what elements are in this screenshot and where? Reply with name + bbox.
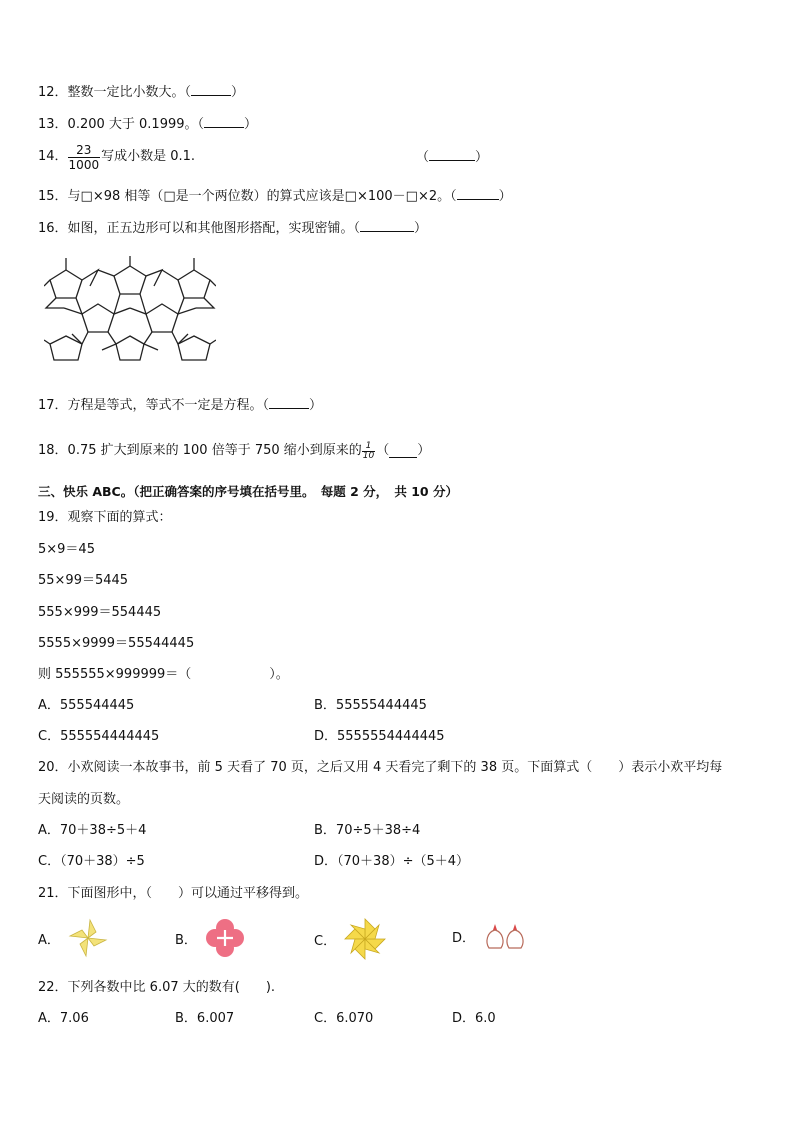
question-16: 16．如图，正五边形可以和其他图形搭配，实现密铺。（ ） (38, 221, 428, 236)
answer-blank[interactable] (457, 187, 499, 200)
chicks-icon (483, 918, 529, 954)
answer-blank[interactable] (269, 396, 309, 409)
answer-blank[interactable] (389, 445, 417, 458)
question-12: 12．整数一定比小数大。（ ） (38, 85, 245, 100)
answer-blank[interactable] (429, 148, 475, 161)
option-b[interactable]: B． (175, 918, 245, 958)
question-18: 18．0.75 扩大到原来的 100 倍等于 750 缩小到原来的 $\frac{1}{10}$ （ ） (38, 440, 431, 461)
option-d[interactable]: D．6.0 (452, 1011, 496, 1026)
answer-blank[interactable] (204, 115, 244, 128)
question-14: 14． $\frac{23}{1000}$ 写成小数是 0.1. （ ） (38, 142, 489, 172)
question-20-stem-cont: 天阅读的页数。 (38, 792, 130, 807)
equation-line: 5×9＝45 (38, 542, 95, 557)
option-d[interactable]: D． (452, 918, 529, 954)
fraction: $\frac{1}{10}$ (362, 440, 375, 461)
question-17: 17．方程是等式，等式不一定是方程。（ ） (38, 398, 323, 413)
question-13: 13．0.200 大于 0.1999。（ ） (38, 117, 258, 132)
equation-line: 55×99＝5445 (38, 573, 129, 588)
option-c[interactable]: C．（70＋38）÷5 (38, 854, 145, 869)
option-a[interactable]: A．70＋38÷5＋4 (38, 823, 147, 838)
option-b[interactable]: B．55555444445 (314, 698, 427, 713)
answer-blank[interactable] (191, 83, 231, 96)
option-a[interactable]: A．7.06 (38, 1011, 89, 1026)
option-c[interactable]: C．555554444445 (38, 729, 160, 744)
star-pinwheel-icon (344, 918, 386, 960)
section-heading: 三、快乐 ABC。（把正确答案的序号填在括号里。 每题 2 分， 共 10 分） (38, 484, 458, 499)
option-d[interactable]: D．5555554444445 (314, 729, 445, 744)
question-19-ask: 则 555555×999999＝（ ）。 (38, 667, 289, 682)
flower-icon (205, 918, 245, 958)
option-b[interactable]: B．6.007 (175, 1011, 235, 1026)
question-21-stem: 21．下面图形中，（ ）可以通过平移得到。 (38, 886, 309, 901)
question-22-stem: 22．下列各数中比 6.07 大的数有( ). (38, 980, 276, 995)
question-15: 15．与□×98 相等（□是一个两位数）的算式应该是□×100－□×2。（ ） (38, 189, 512, 204)
answer-bracket: （ ） (416, 149, 489, 165)
pentagon-tessellation-figure (44, 256, 216, 362)
answer-blank[interactable] (360, 219, 414, 232)
equation-line: 5555×9999＝55544445 (38, 636, 195, 651)
pinwheel-icon (68, 918, 108, 958)
equation-line: 555×999＝554445 (38, 605, 162, 620)
option-a[interactable]: A．555544445 (38, 698, 135, 713)
option-c[interactable]: C． (314, 918, 386, 960)
question-20-stem: 20．小欢阅读一本故事书，前 5 天看了 70 页，之后又用 4 天看完了剩下的 38 页。下面算式（ ）表示小欢平均每 (38, 760, 723, 775)
option-c[interactable]: C．6.070 (314, 1011, 374, 1026)
question-19-stem: 19．观察下面的算式： (38, 510, 172, 525)
option-d[interactable]: D．（70＋38）÷（5＋4） (314, 854, 470, 869)
option-b[interactable]: B．70÷5＋38÷4 (314, 823, 421, 838)
fraction: $\frac{23}{1000}$ (68, 142, 100, 172)
option-a[interactable]: A． (38, 918, 108, 958)
